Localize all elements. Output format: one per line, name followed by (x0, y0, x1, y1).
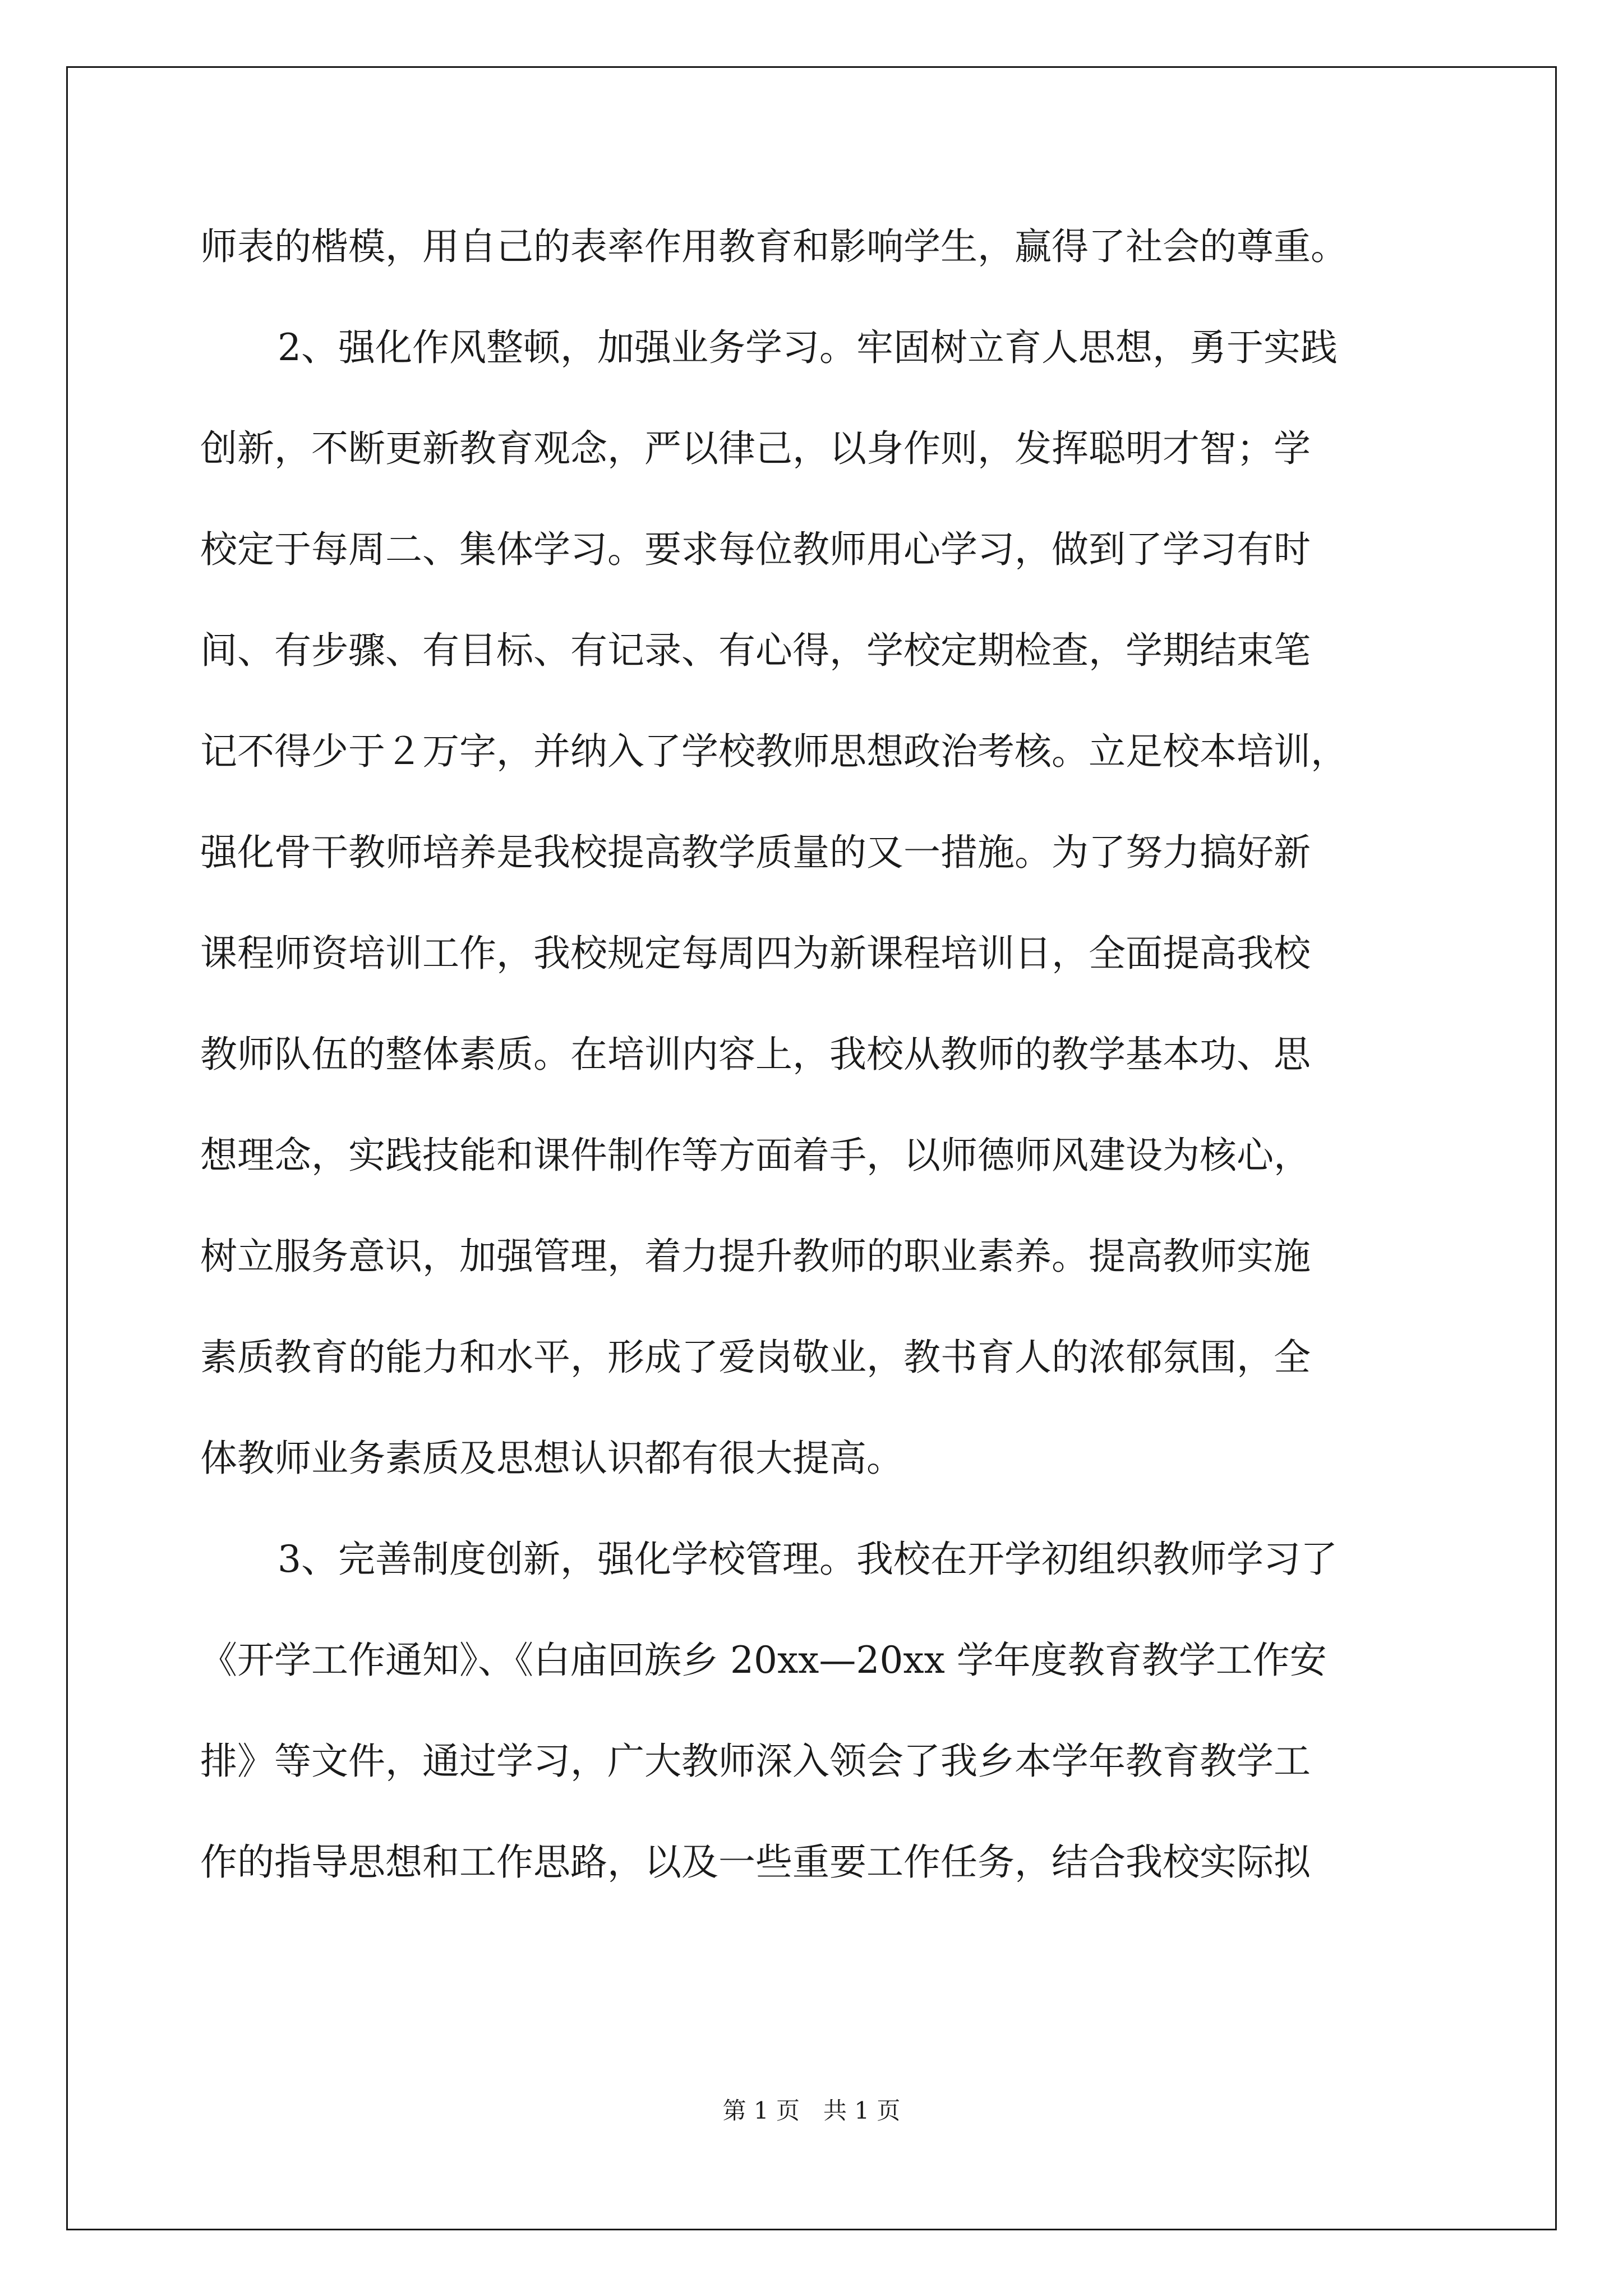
page-number-footer: 第 1 页 共 1 页 (722, 2097, 901, 2124)
body-text-line: 树立服务意识，加强管理，着力提升教师的职业素养。提高教师实施 (200, 1235, 1311, 1278)
body-text-line: 强化骨干教师培养是我校提高教学质量的又一措施。为了努力搞好新 (200, 831, 1311, 874)
body-text-line: 想理念，实践技能和课件制作等方面着手，以师德师风建设为核心， (200, 1134, 1311, 1177)
body-text-line: 《开学工作通知》、《白庙回族乡 20xx—20xx 学年度教育教学工作安 (200, 1639, 1327, 1682)
body-text-line: 间、有步骤、有目标、有记录、有心得，学校定期检查，学期结束笔 (200, 629, 1311, 672)
body-text-line: 作的指导思想和工作思路，以及一些重要工作任务，结合我校实际拟 (200, 1841, 1311, 1884)
paragraph-start-line: 2、强化作风整顿，加强业务学习。牢固树立育人思想，勇于实践 (278, 326, 1338, 369)
body-text-line: 校定于每周二、集体学习。要求每位教师用心学习，做到了学习有时 (200, 528, 1311, 571)
body-text-line: 素质教育的能力和水平，形成了爱岗敬业，教书育人的浓郁氛围，全 (200, 1336, 1311, 1379)
body-text-line: 课程师资培训工作，我校规定每周四为新课程培训日，全面提高我校 (200, 932, 1311, 975)
body-text-line: 师表的楷模，用自己的表率作用教育和影响学生，赢得了社会的尊重。 (200, 225, 1348, 268)
body-text-line: 体教师业务素质及思想认识都有很大提高。 (200, 1437, 903, 1480)
body-text-line: 教师队伍的整体素质。在培训内容上，我校从教师的教学基本功、思 (200, 1033, 1311, 1076)
body-text-line: 记不得少于２万字，并纳入了学校教师思想政治考核。立足校本培训， (200, 730, 1348, 773)
body-text-line: 创新，不断更新教育观念，严以律己，以身作则，发挥聪明才智；学 (200, 427, 1311, 470)
paragraph-start-line: 3、完善制度创新，强化学校管理。我校在开学初组织教师学习了 (278, 1538, 1338, 1581)
body-text-line: 排》等文件，通过学习，广大教师深入领会了我乡本学年教育教学工 (200, 1740, 1311, 1783)
